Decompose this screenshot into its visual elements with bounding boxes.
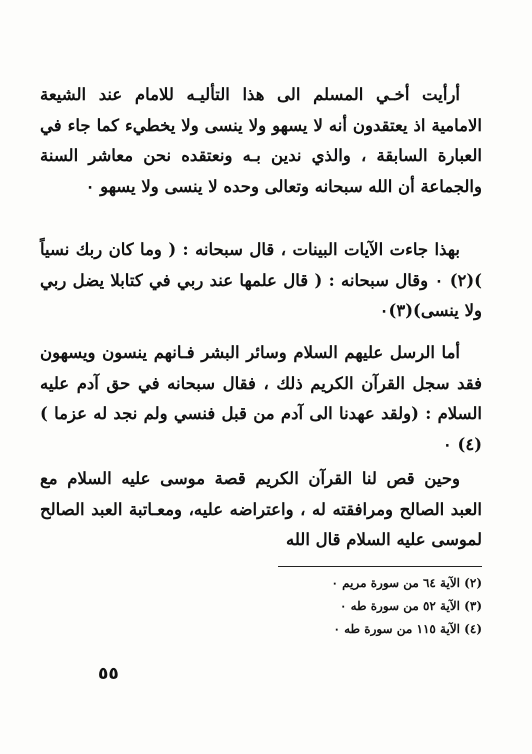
paragraph-2-text: بهذا جاءت الآيات البينات ، قال سبحانه : ( وما كان ربك نسياً )(٢) ٠ وقال سبحانه : ( قال علمها عند ربي في كتابلا يضل ربي ولا ينسى)(٣)٠ [40, 240, 482, 320]
paragraph-1-text: أرأيت أخـي المسلم الى هذا التأليـه للامام عند الشيعة الامامية اذ يعتقدون أنه لا يسهو ولا ينسى ولا يخطيء كما جاء في العبارة السابقة ، والذي ندين بـه ونعتقده نحن معاشر السنة والجماعة أن الله سبحانه وتعالى وحده لا ينسى ولا يسهو ٠ [40, 85, 482, 196]
paragraph-1 [40, 80, 482, 202]
paragraph-3-text: أما الرسل عليهم السلام وسائر البشر فـانهم ينسون ويسهون فقد سجل القرآن الكريم ذلك ، فقال سبحانه في حق آدم عليه السلام : (ولقد عهدنا الى آدم من قبل فنسي ولم نجد له عزما )(٤) ٠ [40, 343, 482, 454]
footnote-2: (٢) الآية ٦٤ من سورة مريم ٠ [331, 576, 482, 590]
page-number: ٥٥ [98, 664, 119, 684]
footnote-separator [278, 566, 482, 567]
footnote-4: (٤) الآية ١١٥ من سورة طه ٠ [333, 622, 482, 636]
paragraph-2 [40, 235, 482, 327]
paragraph-4-text: وحين قص لنا القرآن الكريم قصة موسى عليه السلام مع العبد الصالح ومرافقته له ، واعتراضه عليه، ومعـاتبة العبد الصالح لموسى عليه السلام قال الله [40, 469, 482, 549]
paragraph-3 [40, 338, 482, 460]
footnotes [40, 572, 482, 641]
paragraph-4 [40, 464, 482, 556]
footnote-3: (٣) الآية ٥٢ من سورة طه ٠ [339, 599, 482, 613]
